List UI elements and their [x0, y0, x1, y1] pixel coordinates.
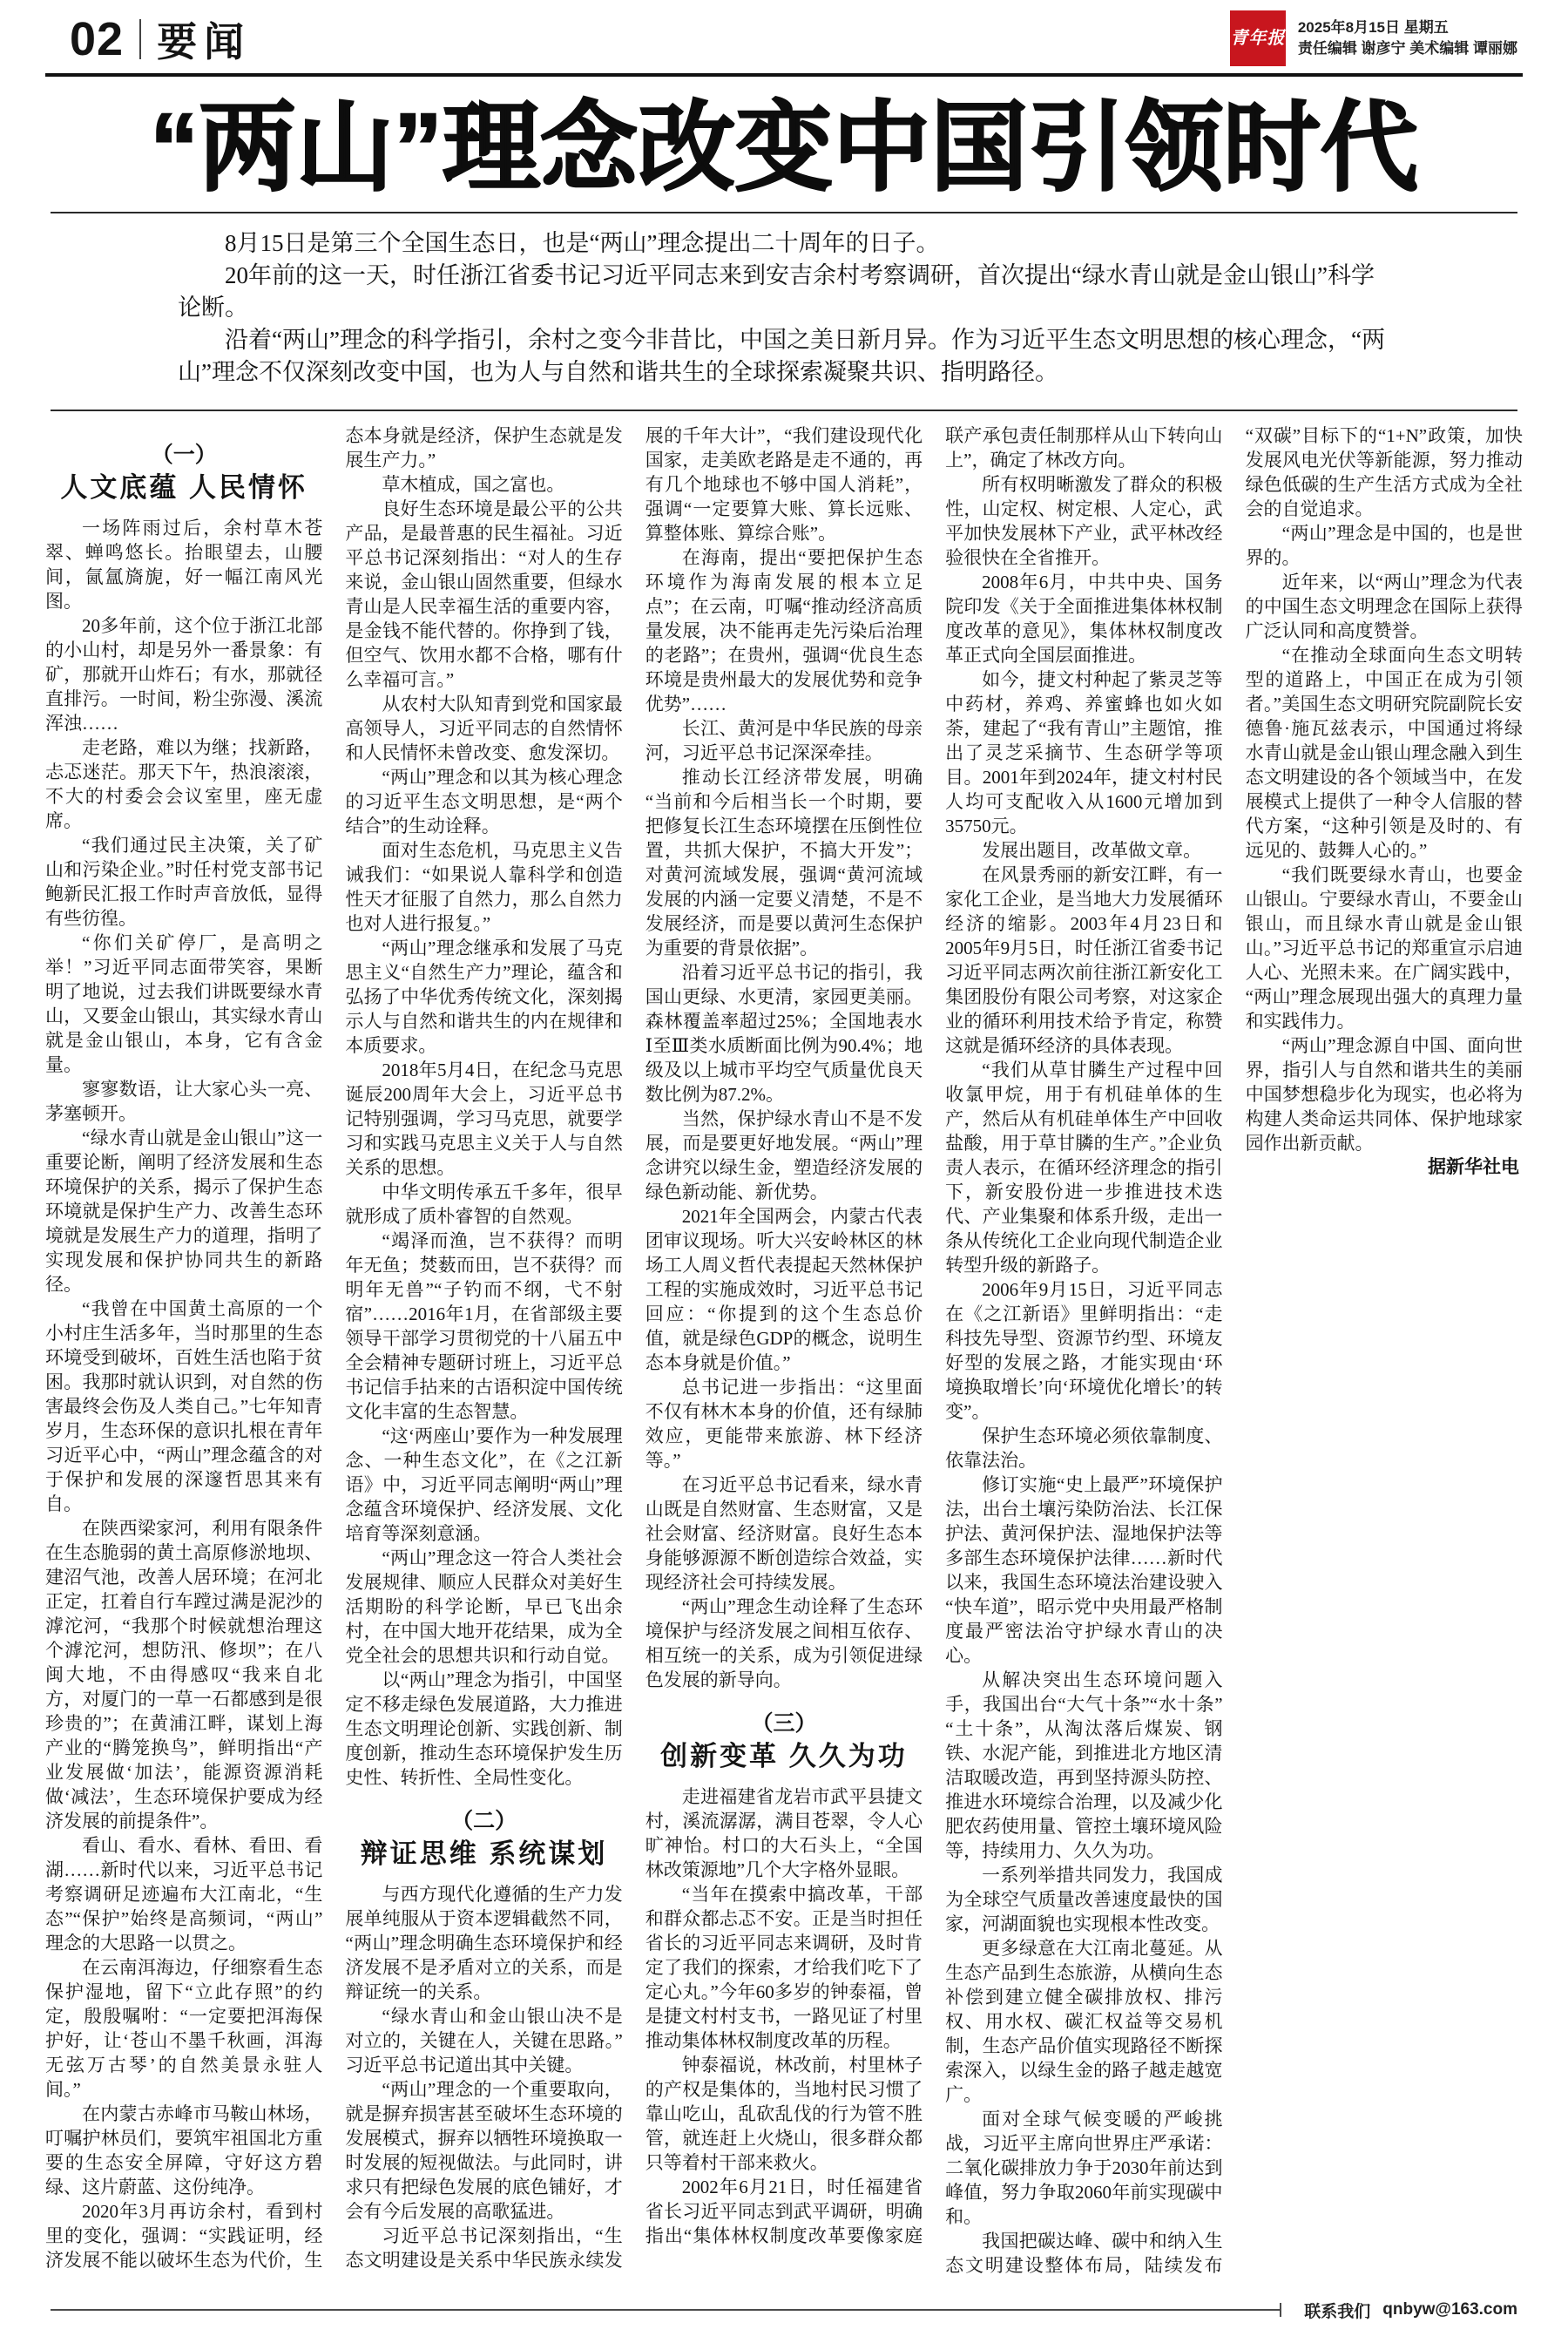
lead-paragraph: 20年前的这一天，时任浙江省委书记习近平同志来到安吉余村考察调研，首次提出“绿水青山就是金山银山”科学论断。	[178, 261, 1375, 321]
editors-line: 责任编辑 谢彦宁 美术编辑 谭丽娜	[1297, 40, 1517, 57]
masthead-right	[1230, 10, 1523, 68]
article-paragraph: 在陕西梁家河，利用有限条件在生态脆弱的黄土高原修淤地坝、建沼气池，改善人居环境；在河北正定，扛着自行车蹚过满是泥沙的滹沱河，“我那个时候就想治理这个滹沱河，想防汛、修坝”；在八闽大地，不由得感叹“我来自北方，对厦门的一草一石都感到是很珍贵的”；在黄浦江畔，谋划上海产业的“腾笼换鸟”，鲜明指出“产业发展做‘加法’，能源资源消耗做‘减法’，生态环境保护要成为经济发展的前提条件”。	[45, 1517, 323, 1832]
article-paragraph: 2018年5月4日，在纪念马克思诞辰200周年大会上，习近平总书记特别强调，学习马克思，就要学习和实践马克思主义关于人与自然关系的思想。	[345, 1059, 623, 1178]
article-paragraph: 2021年全国两会，内蒙古代表团审议现场。听大兴安岭林区的林场工人周义哲代表提起天然林保护工程的实施成效时，习近平总书记回应：“你提到的这个生态总价值，就是绿色GDP的概念，说明生态本身就是价值。”	[645, 1205, 923, 1373]
section-title: 人文底蕴 人民情怀	[60, 471, 308, 503]
article-paragraph: 近年来，以“两山”理念为代表的中国生态文明理念在国际上获得广泛认同和高度赞誉。	[1245, 571, 1523, 641]
article-paragraph: “我们既要绿水青山，也要金山银山。宁要绿水青山，不要金山银山，而且绿水青山就是金山银山。”习近平总书记的郑重宣示启迪人心、光照未来。在广阔实践中，“两山”理念展现出强大的真理力量和实践伟力。	[1245, 863, 1523, 1032]
article-paragraph: 在海南，提出“要把保护生态环境作为海南发展的根本立足点”；在云南，叮嘱“推动经济高质量发展，决不能再走先污染后治理的老路”；在贵州，强调“优良生态环境是贵州最大的发展优势和竞争优势”……	[645, 546, 923, 714]
article-paragraph: “竭泽而渔，岂不获得？而明年无鱼；焚薮而田，岂不获得？而明年无兽”“子钓而不纲，弋不射宿”……2016年1月，在省部级主要领导干部学习贯彻党的十八届五中全会精神专题研讨班上，习近平总书记信手拈来的古语积淀中国传统文化丰富的生态智慧。	[345, 1229, 623, 1422]
article-paragraph: “我们通过民主决策，关了矿山和污染企业。”时任村党支部书记鲍新民汇报工作时声音放低，显得有些彷徨。	[45, 834, 323, 929]
article-paragraph: 以“两山”理念为指引，中国坚定不移走绿色发展道路，大力推进生态文明理论创新、实践创新、制度创新，推动生态环境保护发生历史性、转折性、全局性变化。	[345, 1669, 623, 1788]
article-paragraph: 在习近平总书记看来，绿水青山既是自然财富、生态财富，又是社会财富、经济财富。良好生态本身能够源源不断创造综合效益，实现经济社会可持续发展。	[645, 1473, 923, 1593]
article-paragraph: “绿水青山和金山银山决不是对立的，关键在人，关键在思路。”习近平总书记道出其中关键。	[345, 2005, 623, 2075]
article-paragraph: 发展出题目，改革做文章。	[982, 839, 1202, 861]
date-line: 2025年8月15日 星期五	[1297, 19, 1449, 36]
article-paragraph: 在云南洱海边，仔细察看生态保护湿地，留下“立此存照”的约定，殷殷嘱咐：“一定要把洱海保护好，让‘苍山不墨千秋画，洱海无弦万古琴’的自然美景永驻人间。”	[45, 1956, 323, 2100]
masthead-divider	[139, 19, 141, 59]
masthead	[45, 0, 1523, 77]
article-paragraph: 修订实施“史上最严”环境保护法，出台土壤污染防治法、长江保护法、黄河保护法、湿地保护法等多部生态环境保护法律……新时代以来，我国生态环境法治建设驶入“快车道”，昭示党中央用最严格制度最严密法治守护绿水青山的决心。	[945, 1473, 1223, 1666]
article-paragraph: 2020年3月再访余村，看到村里的变化，强调：“实践证明，经济发展不能以破坏生态为代价，生态本身就是经济，保护生态就是发展生产力。”	[45, 424, 623, 2271]
footer-rule	[51, 2309, 1281, 2311]
article-paragraph: 我国把碳达峰、碳中和纳入生态文明建设整体布局，陆续发布“双碳”目标下的“1+N”政策，加快发展风电光伏等新能源，努力推动绿色低碳的生产生活方式成为全社会的自觉追求。	[945, 424, 1523, 2276]
article-paragraph: “在推动全球面向生态文明转型的道路上，中国正在成为引领者。”美国生态文明研究院副院长安德鲁·施瓦兹表示，中国通过将绿水青山就是金山银山理念融入到生态文明建设的各个领域当中，在发展模式上提供了一种令人信服的替代方案，“这种引领是及时的、有远见的、鼓舞人心的。”	[1245, 644, 1523, 861]
article-paragraph: “我们从草甘膦生产过程中回收氯甲烷，用于有机硅单体的生产，然后从有机硅单体生产中回收盐酸，用于草甘膦的生产。”企业负责人表示，在循环经济理念的指引下，新安股份进一步推进技术迭代、产业集聚和体系升级，走出一条从传统化工企业向现代制造企业转型升级的新路子。	[945, 1059, 1223, 1276]
article-paragraph: 中华文明传承五千多年，很早就形成了质朴睿智的自然观。	[345, 1181, 623, 1227]
masthead-left	[45, 10, 251, 68]
article-paragraph: 面对全球气候变暖的严峻挑战，习近平主席向世界庄严承诺：二氧化碳排放力争于2030年前达到峰值，努力争取2060年前实现碳中和。	[945, 2108, 1223, 2227]
article-paragraph: 2002年6月21日，时任福建省省长习近平同志到武平调研，明确指出“集体林权制度改革要像家庭联产承包责任制那样从山下转向山上”，确定了林改方向。	[645, 424, 1223, 2246]
article-paragraph: 沿着习近平总书记的指引，我国山更绿、水更清，家园更美丽。森林覆盖率超过25%；全国地表水Ⅰ至Ⅲ类水质断面比例为90.4%；地级及以上城市平均空气质量优良天数比例为87.2%。	[645, 961, 923, 1105]
article-paragraph: 一场阵雨过后，余村草木苍翠、蝉鸣悠长。抬眼望去，山腰间，氤氲旖旎，好一幅江南风光图。	[45, 517, 323, 612]
article-paragraph: “两山”理念这一符合人类社会发展规律、顺应人民群众对美好生活期盼的科学论断，早已飞出余村，在中国大地开花结果，成为全党全社会的思想共识和行动自觉。	[345, 1547, 623, 1666]
article-paragraph: 走进福建省龙岩市武平县捷文村，溪流潺潺，满目苍翠，令人心旷神怡。村口的大石头上，“全国林改策源地”几个大字格外显眼。	[645, 1785, 923, 1880]
contact-email: qnbyw@163.com	[1382, 2300, 1517, 2319]
article-paragraph: 习近平总书记深刻指出，“生态文明建设是关系中华民族永续发展的千年大计”，“我们建设现代化国家，走美欧老路是走不通的，再有几个地球也不够中国人消耗”，强调“一定要算大账、算长远账、算整体账、算综合账”。	[345, 424, 923, 2271]
article-paragraph: “两山”理念是中国的，也是世界的。	[1245, 522, 1523, 568]
section-number: （三）	[751, 1710, 817, 1736]
article-paragraph: 在内蒙古赤峰市马鞍山林场，叮嘱护林员们，要筑牢祖国北方重要的生态安全屏障，守好这方碧绿、这片蔚蓝、这份纯净。	[45, 2102, 323, 2197]
article-paragraph: 从农村大队知青到党和国家最高领导人，习近平同志的自然情怀和人民情怀未曾改变、愈发深切。	[345, 693, 623, 763]
section-label: 要闻	[157, 19, 252, 64]
section-title: 辩证思维 系统谋划	[360, 1838, 608, 1869]
article-paragraph: 总书记进一步指出：“这里面不仅有林木本身的价值，还有绿肺效应，更能带来旅游、林下经济等。”	[645, 1376, 923, 1471]
article-paragraph: 如今，捷文村种起了紫灵芝等中药材，养鸡、养蜜蜂也如火如荼，建起了“我有青山”主题馆，推出了灵芝采摘节、生态研学等项目。2001年到2024年，捷文村村民人均可支配收入从1600元增加到35750元。	[945, 668, 1223, 836]
lead-paragraph: 8月15日是第三个全国生态日，也是“两山”理念提出二十周年的日子。	[225, 229, 940, 256]
article-paragraph: 钟泰福说，林改前，村里林子的产权是集体的，当地村民习惯了靠山吃山，乱砍乱伐的行为管不胜管，就连赶上火烧山，很多群众都只等着村干部来救火。	[645, 2054, 923, 2173]
article-paragraph: 草木植成，国之富也。	[382, 473, 565, 495]
article-paragraph: 一系列举措共同发力，我国成为全球空气质量改善速度最快的国家，河湖面貌也实现根本性改变。	[945, 1864, 1223, 1934]
article-paragraph: 推动长江经济带发展，明确“当前和今后相当长一个时期，要把修复长江生态环境摆在压倒性位置，共抓大保护，不搞大开发”；对黄河流域发展，强调“黄河流域发展的内涵一定要义清楚，不是不发展经济，而是要以黄河生态保护为重要的背景依据”。	[645, 766, 923, 958]
page-footer	[45, 2299, 1523, 2322]
lead-block	[45, 213, 1523, 404]
article-paragraph: 所有权明晰激发了群众的积极性，山定权、树定根、人定心，武平加快发展林下产业，武平林改经验很快在全省推开。	[945, 473, 1223, 568]
section-number: （二）	[451, 1808, 517, 1833]
article-paragraph: “两山”理念继承和发展了马克思主义“自然生产力”理论，蕴含和弘扬了中华优秀传统文化，深刻揭示人与自然和谐共生的内在规律和本质要求。	[345, 937, 623, 1056]
article-paragraph: “这‘两座山’要作为一种发展理念、一种生态文化”，在《之江新语》中，习近平同志阐明“两山”理念蕴含环境保护、经济发展、文化培育等深刻意涵。	[345, 1425, 623, 1544]
newspaper-logo: 青年报	[1230, 10, 1286, 66]
article-paragraph: “两山”理念的一个重要取向，就是摒弃损害甚至破坏生态环境的发展模式，摒弃以牺牲环境换取一时发展的短视做法。与此同时，讲求只有把绿色发展的底色铺好，才会有今后发展的高歌猛进。	[345, 2078, 623, 2222]
article-paragraph: 与西方现代化遵循的生产力发展单纯服从于资本逻辑截然不同，“两山”理念明确生态环境保护和经济发展不是矛盾对立的关系，而是辩证统一的关系。	[345, 1883, 623, 2002]
article-paragraph: “你们关矿停厂，是高明之举！”习近平同志面带笑容，果断明了地说，过去我们讲既要绿水青山，又要金山银山，其实绿水青山就是金山银山，本身，它有含金量。	[45, 931, 323, 1075]
article-paragraph: “两山”理念和以其为核心理念的习近平生态文明思想，是“两个结合”的生动诠释。	[345, 766, 623, 836]
masthead-info	[1298, 17, 1517, 59]
article-paragraph: 在风景秀丽的新安江畔，有一家化工企业，是当地大力发展循环经济的缩影。2003年4月23日和2005年9月5日，时任浙江省委书记习近平同志两次前往浙江新安化工集团股份有限公司考察，对这家企业的循环利用技术给予肯定，称赞这就是循环经济的具体表现。	[945, 863, 1223, 1056]
article-paragraph: 走老路，难以为继；找新路，忐忑迷茫。那天下午，热浪滚滚，不大的村委会会议室里，座无虚席。	[45, 736, 323, 831]
article-paragraph: 当然，保护绿水青山不是不发展，而是要更好地发展。“两山”理念讲究以绿生金，塑造经济发展的绿色新动能、新优势。	[645, 1107, 923, 1202]
article-paragraph: 良好生态环境是最公平的公共产品，是最普惠的民生福祉。习近平总书记深刻指出：“对人的生存来说，金山银山固然重要，但绿水青山是人民幸福生活的重要内容，是金钱不能代替的。你挣到了钱，但空气、饮用水都不合格，哪有什么幸福可言。”	[345, 498, 623, 690]
page-number: 02	[70, 13, 125, 65]
article-paragraph: 看山、看水、看林、看田、看湖……新时代以来，习近平总书记考察调研足迹遍布大江南北，“生态”“保护”始终是高频词，“两山”理念的大思路一以贯之。	[45, 1834, 323, 1953]
article-paragraph: 更多绿意在大江南北蔓延。从生态产品到生态旅游，从横向生态补偿到建立健全碳排放权、排污权、用水权、碳汇权益等交易机制，生态产品价值实现路径不断探索深入，以绿生金的路子越走越宽广。	[945, 1937, 1223, 2105]
article-paragraph: “我曾在中国黄土高原的一个小村庄生活多年，当时那里的生态环境受到破坏，百姓生活也陷于贫困。我那时就认识到，对自然的伤害最终会伤及人类自己。”七年知青岁月，生态环保的意识扎根在青年习近平心中，“两山”理念蕴含的对于保护和发展的深邃哲思其来有自。	[45, 1297, 323, 1514]
article-paragraph: 寥寥数语，让大家心头一亮、茅塞顿开。	[45, 1078, 323, 1124]
article-paragraph: 2006年9月15日，习近平同志在《之江新语》里鲜明指出：“走科技先导型、资源节约型、环境友好型的发展之路，才能实现由‘环境换取增长’向‘环境优化增长’的转变”。	[945, 1278, 1223, 1422]
article-paragraph: 面对生态危机，马克思主义告诫我们：“如果说人靠科学和创造性天才征服了自然力，那么自然力也对人进行报复。”	[345, 839, 623, 934]
section-number: （一）	[151, 442, 217, 467]
article-body	[45, 423, 1523, 2290]
footer-contact	[1304, 2299, 1517, 2322]
main-headline: “两山”理念改变中国引领时代	[150, 93, 1418, 202]
article-paragraph: 从解决突出生态环境问题入手，我国出台“大气十条”“水十条”“土十条”，从淘汰落后煤炭、钢铁、水泥产能，到推进北方地区清洁取暖改造，再到坚持源头防控、推进水环境综合治理，以及减少化肥农药使用量、管控土壤环境风险等，持续用力、久久为功。	[945, 1669, 1223, 1861]
article-paragraph: 20多年前，这个位于浙江北部的小山村，却是另外一番景象：有矿，那就开山炸石；有水，那就径直排污。一时间，粉尘弥漫、溪流浑浊……	[45, 614, 323, 734]
article-paragraph: “当年在摸索中搞改革，干部和群众都忐忑不安。正是当时担任省长的习近平同志来调研，及时肯定了我们的探索，才给我们吃下了定心丸。”今年60多岁的钟泰福，曾是捷文村村支书，一路见证了村里推动集体林权制度改革的历程。	[645, 1883, 923, 2051]
rule-below-lead	[51, 410, 1517, 411]
article-paragraph: 2008年6月，中共中央、国务院印发《关于全面推进集体林权制度改革的意见》，集体林权制度改革正式向全国层面推进。	[945, 571, 1223, 666]
lead-paragraph: 沿着“两山”理念的科学指引，余村之变今非昔比，中国之美日新月异。作为习近平生态文明思想的核心理念，“两山”理念不仅深刻改变中国，也为人与自然和谐共生的全球探索凝聚共识、指明路径。	[178, 326, 1385, 385]
article-paragraph: 长江、黄河是中华民族的母亲河，习近平总书记深深牵挂。	[645, 717, 923, 763]
byline: 据新华社电	[1427, 1156, 1519, 1177]
contact-label: 联系我们	[1304, 2302, 1371, 2321]
article-paragraph: “两山”理念生动诠释了生态环境保护与经济发展之间相互依存、相互统一的关系，成为引领促进绿色发展的新导向。	[645, 1595, 923, 1690]
section-title: 创新变革 久久为功	[660, 1740, 908, 1771]
article-paragraph: “两山”理念源自中国、面向世界，指引人与自然和谐共生的美丽中国梦想稳步化为现实，也必将为构建人类命运共同体、保护地球家园作出新贡献。	[1245, 1034, 1523, 1154]
article-paragraph: 保护生态环境必须依靠制度、依靠法治。	[945, 1425, 1223, 1471]
article-paragraph: “绿水青山就是金山银山”这一重要论断，阐明了经济发展和生态环境保护的关系，揭示了保护生态环境就是保护生产力、改善生态环境就是发展生产力的道理，指明了实现发展和保护协同共生的新路径。	[45, 1127, 323, 1295]
